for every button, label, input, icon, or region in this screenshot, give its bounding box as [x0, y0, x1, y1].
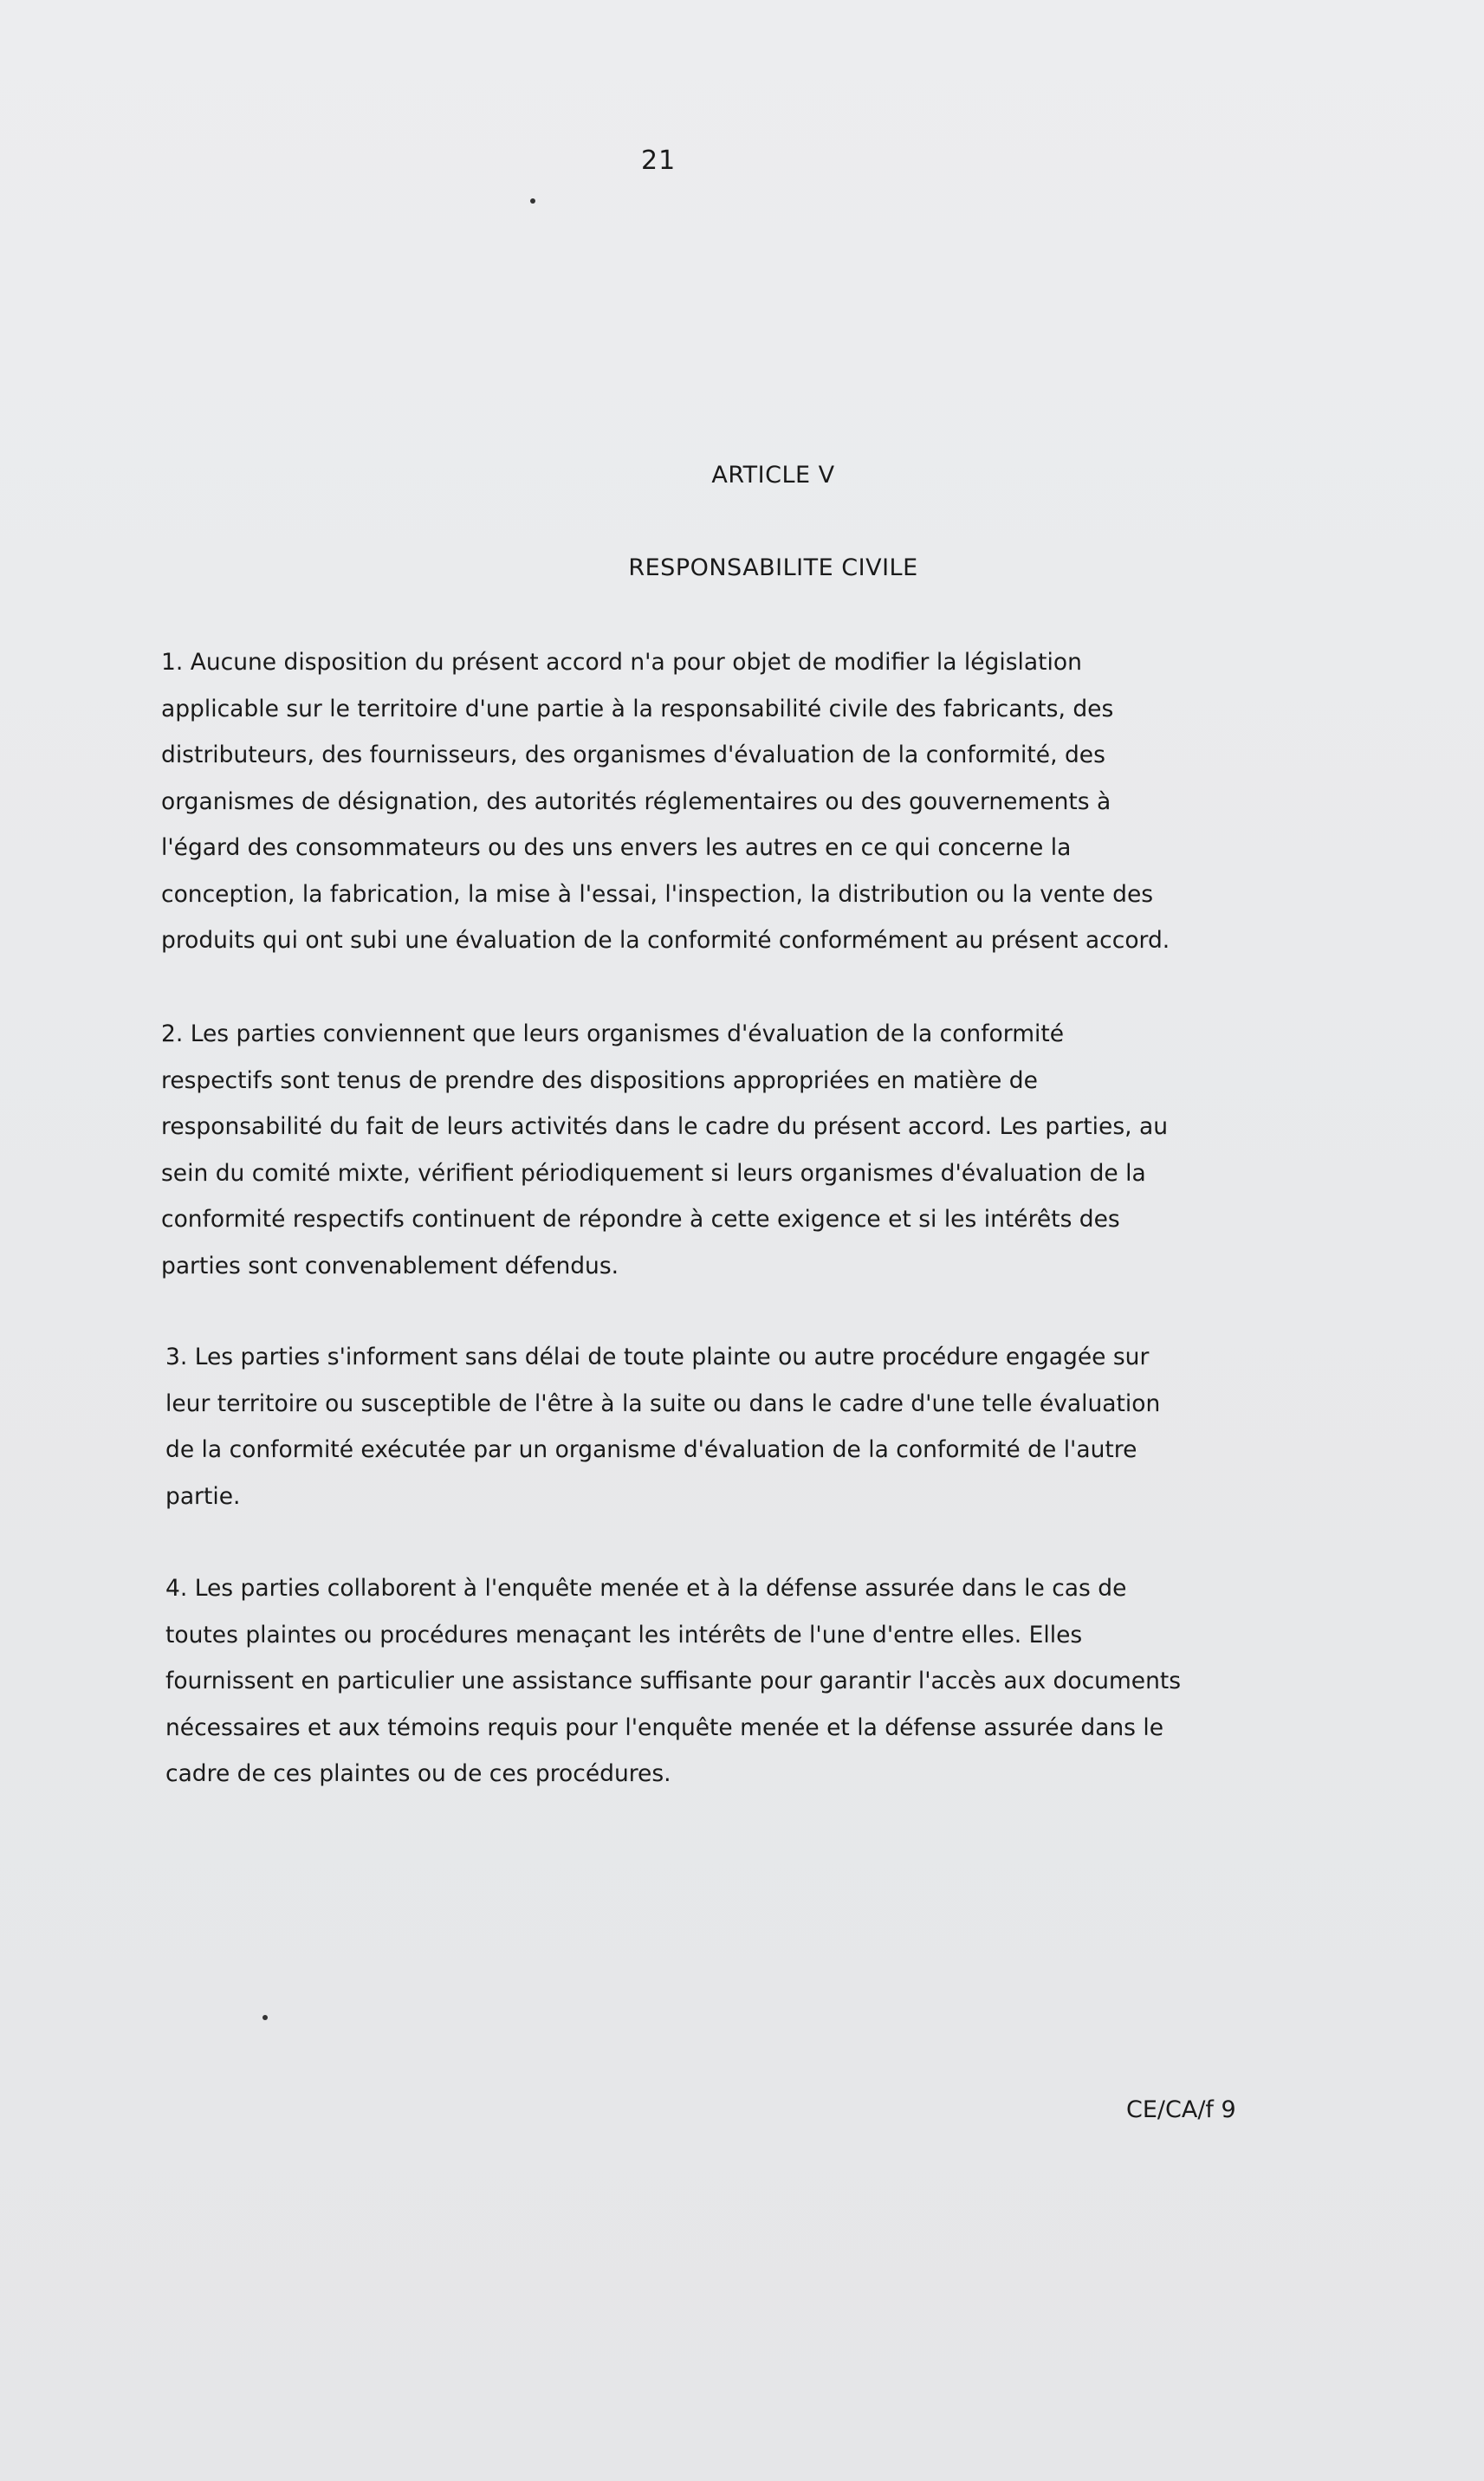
paragraph-line: responsabilité du fait de leurs activités dans le cadre du présent accord. Les parties, au [161, 1113, 1169, 1140]
paragraph-line: applicable sur le territoire d'une partie à la responsabilité civile des fabricants, des [161, 695, 1114, 722]
article-subtitle: RESPONSABILITE CIVILE [628, 554, 918, 581]
paragraph-line: produits qui ont subi une évaluation de la conformité conformément au présent accord. [161, 927, 1170, 954]
paragraph-line: 1. Aucune disposition du présent accord n'a pour objet de modifier la législation [161, 649, 1082, 676]
paragraph-line: nécessaires et aux témoins requis pour l'enquête menée et la défense assurée dans le [165, 1713, 1164, 1741]
paragraph-1 [161, 639, 1244, 964]
paragraph-line: 3. Les parties s'informent sans délai de toute plainte ou autre procédure engagée sur [165, 1344, 1150, 1370]
paragraph-line: organismes de désignation, des autorités réglementaires ou des gouvernements à [161, 787, 1111, 815]
document-reference: CE/CA/f 9 [1126, 2096, 1236, 2123]
paragraph-line: l'égard des consommateurs ou des uns envers les autres en ce qui concerne la [161, 834, 1072, 861]
paragraph-line: distributeurs, des fournisseurs, des organismes d'évaluation de la conformité, des [161, 742, 1105, 768]
paragraph-line: 4. Les parties collaborent à l'enquête menée et à la défense assurée dans le cas de [165, 1575, 1127, 1602]
paragraph-4 [165, 1565, 1248, 1798]
scan-speck [262, 2015, 268, 2020]
paragraph-line: cadre de ces plaintes ou de ces procédures. [165, 1760, 671, 1787]
paragraph-line: leur territoire ou susceptible de l'être à la suite ou dans le cadre d'une telle évaluation [165, 1389, 1161, 1417]
paragraph-line: sein du comité mixte, vérifient périodiquement si leurs organismes d'évaluation de la [161, 1159, 1146, 1187]
paragraph-line: partie. [165, 1482, 241, 1510]
paragraph-line: conception, la fabrication, la mise à l'essai, l'inspection, la distribution ou la vente des [161, 880, 1154, 908]
paragraph-line: de la conformité exécutée par un organisme d'évaluation de la conformité de l'autre [165, 1436, 1137, 1463]
paragraph-line: fournissent en particulier une assistance suffisante pour garantir l'accès aux documents [165, 1668, 1182, 1694]
page-number: 21 [641, 146, 677, 176]
paragraph-3 [165, 1334, 1248, 1519]
article-title: ARTICLE V [711, 462, 835, 489]
paragraph-line: 2. Les parties conviennent que leurs organismes d'évaluation de la conformité [161, 1020, 1065, 1047]
paragraph-line: parties sont convenablement défendus. [161, 1252, 619, 1279]
paragraph-2 [161, 1011, 1244, 1289]
paragraph-line: respectifs sont tenus de prendre des dispositions appropriées en matière de [161, 1066, 1038, 1094]
scan-speck [530, 198, 535, 204]
paragraph-line: toutes plaintes ou procédures menaçant les intérêts de l'une d'entre elles. Elles [165, 1621, 1083, 1649]
paragraph-line: conformité respectifs continuent de répondre à cette exigence et si les intérêts des [161, 1206, 1120, 1233]
